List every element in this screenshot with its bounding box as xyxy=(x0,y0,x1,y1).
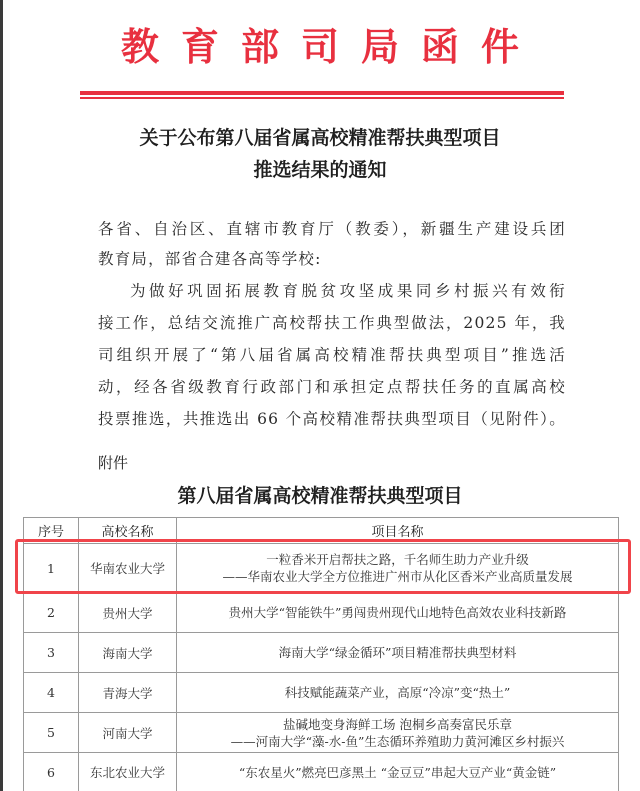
row-project xyxy=(177,673,619,713)
body-line-3: 司组织开展了“第八届省属高校精准帮扶典型项目”推选活 xyxy=(98,346,566,364)
row-university: 贵州大学 xyxy=(79,593,177,633)
row-no: 2 xyxy=(24,593,79,633)
project-line: 贵州大学“智能铁牛”勇闯贵州现代山地特色高效农业科技新路 xyxy=(228,605,567,620)
row-project xyxy=(177,544,619,593)
row-university: 河南大学 xyxy=(79,713,177,753)
header-no: 序号 xyxy=(24,518,79,544)
project-line: 盐碱地变身海鲜工场 泡桐乡高奏富民乐章 xyxy=(283,716,512,732)
project-line: 海南大学“绿金循环”项目精准帮扶典型材料 xyxy=(278,645,517,660)
row-project xyxy=(177,713,619,753)
project-line: “东农星火”燃亮巴彦黑土 “金豆豆”串起大豆产业“黄金链” xyxy=(238,764,557,780)
notice-title-line2: 推选结果的通知 xyxy=(253,159,387,181)
letterhead-rule-thick xyxy=(80,91,564,95)
project-line: 科技赋能蔬菜产业，高原“冷凉”变“热土” xyxy=(284,685,511,700)
header-project: 项目名称 xyxy=(177,518,619,544)
table-row xyxy=(24,544,619,593)
letterhead-title: 教育部司局函件 xyxy=(120,24,541,69)
body-line-5: 投票推选，共推选出 66 个高校精准帮扶典型项目（见附件）。 xyxy=(98,410,566,428)
row-project xyxy=(177,633,619,673)
projects-table xyxy=(23,517,619,791)
row-project xyxy=(177,593,619,633)
body-line-1: 为做好巩固拓展教育脱贫攻坚成果同乡村振兴有效衔 xyxy=(130,282,566,300)
row-no: 5 xyxy=(24,713,79,753)
table-row xyxy=(24,633,619,673)
row-university: 华南农业大学 xyxy=(79,544,177,593)
page-edge-border xyxy=(0,0,3,791)
project-line: 一粒香米开启帮扶之路，千名师生助力产业升级 xyxy=(266,552,529,567)
row-no: 4 xyxy=(24,673,79,713)
header-university: 高校名称 xyxy=(79,518,177,544)
table-header-row xyxy=(24,518,619,544)
table-row xyxy=(24,713,619,753)
table-row xyxy=(24,673,619,713)
letterhead-rule-thin xyxy=(80,97,564,99)
row-university: 青海大学 xyxy=(79,673,177,713)
salutation-line1: 各省、自治区、直辖市教育厅（教委），新疆生产建设兵团 xyxy=(98,220,566,238)
row-no: 1 xyxy=(24,544,79,593)
table-row xyxy=(24,753,619,791)
notice-title-line1: 关于公布第八届省属高校精准帮扶典型项目 xyxy=(139,127,501,149)
table-row xyxy=(24,593,619,633)
salutation-line2: 教育局，部省合建各高等学校: xyxy=(98,250,322,268)
row-project xyxy=(177,753,619,791)
body-line-4: 动，经各省级教育行政部门和承担定点帮扶任务的直属高校 xyxy=(98,378,566,396)
table-title: 第八届省属高校精准帮扶典型项目 xyxy=(177,485,463,507)
row-no: 3 xyxy=(24,633,79,673)
row-university: 海南大学 xyxy=(79,633,177,673)
row-no: 6 xyxy=(24,753,79,791)
attachment-label: 附件 xyxy=(98,454,129,472)
project-subline: ——华南农业大学全方位推进广州市从化区香米产业高质量发展 xyxy=(222,569,573,584)
body-line-2: 接工作，总结交流推广高校帮扶工作典型做法，2025 年，我 xyxy=(98,314,566,332)
project-subline: ——河南大学“藻-水-鱼”生态循环养殖助力黄河滩区乡村振兴 xyxy=(230,733,565,749)
row-university: 东北农业大学 xyxy=(79,753,177,791)
